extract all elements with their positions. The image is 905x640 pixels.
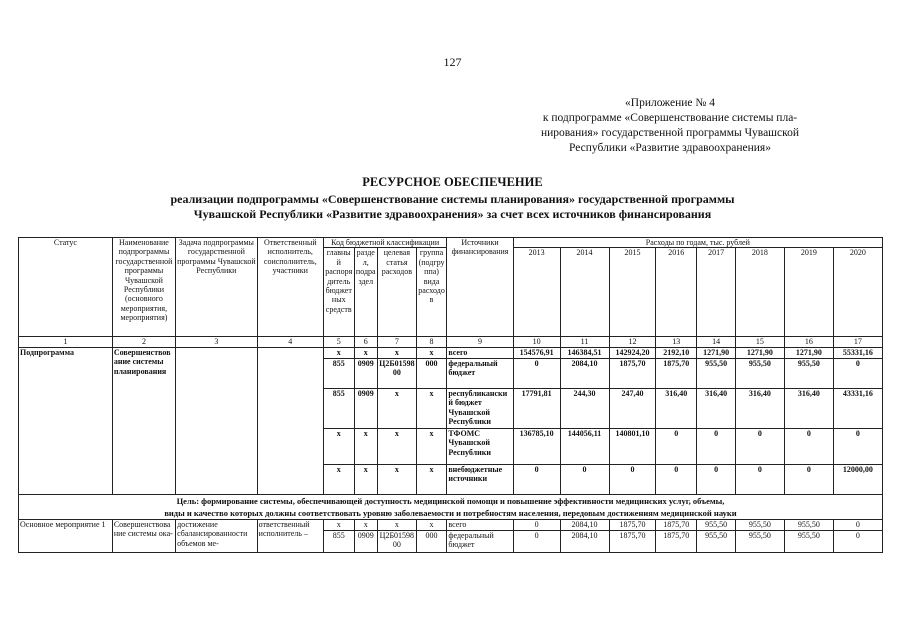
expense-value: 0 xyxy=(513,464,560,494)
code-vid: 000 xyxy=(416,530,447,552)
expense-value: 0 xyxy=(735,464,784,494)
expense-value: 0 xyxy=(833,530,882,552)
goal-text xyxy=(19,494,883,519)
expense-value: 2192,10 xyxy=(656,347,697,358)
column-number: 11 xyxy=(560,337,609,347)
header-year: 2018 xyxy=(735,248,784,337)
expense-value: 955,50 xyxy=(697,358,736,388)
header-expenses: Расходы по годам, тыс. рублей xyxy=(513,238,882,248)
expense-value: 136785,10 xyxy=(513,428,560,464)
expense-value: 247,40 xyxy=(609,388,656,428)
code-article: x xyxy=(377,464,416,494)
expense-value: 316,40 xyxy=(735,388,784,428)
code-article: x xyxy=(377,519,416,530)
row-name: Совершенствование системы планирования xyxy=(112,347,175,494)
column-number: 7 xyxy=(377,337,416,347)
code-razdel: x xyxy=(354,428,377,464)
expense-value: 0 xyxy=(697,464,736,494)
header-year: 2016 xyxy=(656,248,697,337)
header-task: Задача подпрограммы государственной программы Чувашской Республики xyxy=(176,238,258,337)
page-number: 127 xyxy=(443,55,462,69)
header-year: 2015 xyxy=(609,248,656,337)
row-name: Совершенствование системы ока- xyxy=(112,519,175,552)
code-razdel: x xyxy=(354,464,377,494)
expense-value: 955,50 xyxy=(735,530,784,552)
code-grbs: 855 xyxy=(323,358,354,388)
goal-line: виды и качество которых должны соответствовать уровню заболеваемости и потребностям населения, передовым достижениям медицинской науки xyxy=(164,507,737,518)
table-row xyxy=(19,347,883,358)
code-vid: x xyxy=(416,519,447,530)
expense-value: 140801,10 xyxy=(609,428,656,464)
appendix-line: к подпрограмме «Совершенствование системы пла- xyxy=(542,112,798,124)
column-number: 13 xyxy=(656,337,697,347)
expense-value: 1271,90 xyxy=(735,347,784,358)
expense-value: 955,50 xyxy=(697,530,736,552)
column-number: 4 xyxy=(257,337,323,347)
expense-value: 43331,16 xyxy=(833,388,882,428)
expense-value: 146384,51 xyxy=(560,347,609,358)
row-responsible xyxy=(257,347,323,494)
header-year: 2017 xyxy=(697,248,736,337)
funding-source: внебюджетные источники xyxy=(447,464,513,494)
row-task: достижение сбалансированности объемов ме- xyxy=(176,519,258,552)
code-razdel: 0909 xyxy=(354,358,377,388)
expense-value: 142924,20 xyxy=(609,347,656,358)
expense-value: 316,40 xyxy=(697,388,736,428)
code-vid: x xyxy=(416,347,447,358)
expense-value: 1875,70 xyxy=(656,519,697,530)
expense-value: 955,50 xyxy=(784,358,833,388)
column-number: 3 xyxy=(176,337,258,347)
subtitle-line: Чувашской Республики «Развитие здравоохранения» за счет всех источников финансирования xyxy=(193,207,712,221)
funding-source: республиканский бюджет Чувашской Республики xyxy=(447,388,513,428)
expense-value: 316,40 xyxy=(656,388,697,428)
goal-line: Цель: формирование системы, обеспечивающей доступность медицинской помощи и повышение эффективности медицинских услуг, объемы, xyxy=(176,495,725,506)
expense-value: 0 xyxy=(697,428,736,464)
expense-value: 1271,90 xyxy=(697,347,736,358)
column-number: 9 xyxy=(447,337,513,347)
expense-value: 316,40 xyxy=(784,388,833,428)
expense-value: 0 xyxy=(656,464,697,494)
expense-value: 1271,90 xyxy=(784,347,833,358)
funding-source: всего xyxy=(447,347,513,358)
resource-table xyxy=(18,237,883,553)
column-number: 15 xyxy=(735,337,784,347)
header-year: 2013 xyxy=(513,248,560,337)
expense-value: 2084,10 xyxy=(560,519,609,530)
code-vid: x xyxy=(416,388,447,428)
code-grbs: 855 xyxy=(323,530,354,552)
code-grbs: x xyxy=(323,347,354,358)
code-article: x xyxy=(377,388,416,428)
header-status: Статус xyxy=(19,238,113,337)
code-grbs: 855 xyxy=(323,388,354,428)
row-status: Подпрограмма xyxy=(19,347,113,494)
expense-value: 0 xyxy=(560,464,609,494)
expense-value: 0 xyxy=(784,428,833,464)
appendix-line: Республики «Развитие здравоохранения» xyxy=(569,142,771,154)
header-grbs: главный распорядитель бюджетных средств xyxy=(323,248,354,337)
expense-value: 955,50 xyxy=(784,519,833,530)
expense-value: 144056,11 xyxy=(560,428,609,464)
header-year: 2020 xyxy=(833,248,882,337)
column-number: 14 xyxy=(697,337,736,347)
column-number: 8 xyxy=(416,337,447,347)
expense-value: 12000,00 xyxy=(833,464,882,494)
column-number: 5 xyxy=(323,337,354,347)
expense-value: 955,50 xyxy=(735,519,784,530)
column-number: 12 xyxy=(609,337,656,347)
expense-value: 0 xyxy=(609,464,656,494)
code-grbs: x xyxy=(323,464,354,494)
column-number: 16 xyxy=(784,337,833,347)
row-responsible: ответственный исполнитель – xyxy=(257,519,323,552)
expense-value: 1875,70 xyxy=(656,358,697,388)
expense-value: 55331,16 xyxy=(833,347,882,358)
code-grbs: x xyxy=(323,428,354,464)
expense-value: 0 xyxy=(735,428,784,464)
header-sources: Источники финансирования xyxy=(447,238,513,337)
header-year: 2014 xyxy=(560,248,609,337)
header-vid: группа (подгруппа) вида расходов xyxy=(416,248,447,337)
header-name: Наименование подпрограммы государственной программы Чувашской Республики (основного мероприятия, мероприятия) xyxy=(112,238,175,337)
expense-value: 955,50 xyxy=(735,358,784,388)
expense-value: 0 xyxy=(513,358,560,388)
header-budget-class: Код бюджетной классификации xyxy=(323,238,446,248)
code-razdel: x xyxy=(354,347,377,358)
expense-value: 2084,10 xyxy=(560,358,609,388)
document-subtitle xyxy=(0,192,905,222)
funding-source: федеральный бюджет xyxy=(447,358,513,388)
expense-value: 0 xyxy=(833,519,882,530)
row-task xyxy=(176,347,258,494)
code-razdel: 0909 xyxy=(354,530,377,552)
column-number: 2 xyxy=(112,337,175,347)
code-grbs: x xyxy=(323,519,354,530)
funding-source: ТФОМС Чувашской Республики xyxy=(447,428,513,464)
expense-value: 955,50 xyxy=(784,530,833,552)
header-responsible: Ответственный исполнитель, соисполнитель, участники xyxy=(257,238,323,337)
expense-value: 0 xyxy=(513,530,560,552)
expense-value: 0 xyxy=(833,358,882,388)
column-number: 17 xyxy=(833,337,882,347)
code-razdel: x xyxy=(354,519,377,530)
row-status: Основное мероприятие 1 xyxy=(19,519,113,552)
expense-value: 1875,70 xyxy=(609,519,656,530)
code-vid: x xyxy=(416,428,447,464)
appendix-note xyxy=(500,96,840,156)
table-row xyxy=(19,519,883,530)
expense-value: 244,30 xyxy=(560,388,609,428)
expense-value: 0 xyxy=(784,464,833,494)
expense-value: 2084,10 xyxy=(560,530,609,552)
header-article: целевая статья расходов xyxy=(377,248,416,337)
expense-value: 17791,81 xyxy=(513,388,560,428)
funding-source: всего xyxy=(447,519,513,530)
appendix-line: «Приложение № 4 xyxy=(625,97,715,109)
code-article: x xyxy=(377,428,416,464)
appendix-line: нирования» государственной программы Чувашской xyxy=(540,127,800,139)
header-razdel: раздел, подраздел xyxy=(354,248,377,337)
expense-value: 1875,70 xyxy=(609,358,656,388)
expense-value: 0 xyxy=(833,428,882,464)
header-year: 2019 xyxy=(784,248,833,337)
funding-source: федеральный бюджет xyxy=(447,530,513,552)
expense-value: 1875,70 xyxy=(656,530,697,552)
column-number: 6 xyxy=(354,337,377,347)
code-article: x xyxy=(377,347,416,358)
expense-value: 0 xyxy=(513,519,560,530)
code-vid: 000 xyxy=(416,358,447,388)
code-vid: x xyxy=(416,464,447,494)
goal-row xyxy=(19,494,883,519)
subtitle-line: реализации подпрограммы «Совершенствование системы планирования» государственной программы xyxy=(170,192,735,206)
document-title: РЕСУРСНОЕ ОБЕСПЕЧЕНИЕ xyxy=(362,175,543,189)
code-article: Ц2Б0159800 xyxy=(377,358,416,388)
column-number: 10 xyxy=(513,337,560,347)
expense-value: 1875,70 xyxy=(609,530,656,552)
column-number: 1 xyxy=(19,337,113,347)
expense-value: 955,50 xyxy=(697,519,736,530)
code-razdel: 0909 xyxy=(354,388,377,428)
expense-value: 0 xyxy=(656,428,697,464)
code-article: Ц2Б0159800 xyxy=(377,530,416,552)
expense-value: 154576,91 xyxy=(513,347,560,358)
